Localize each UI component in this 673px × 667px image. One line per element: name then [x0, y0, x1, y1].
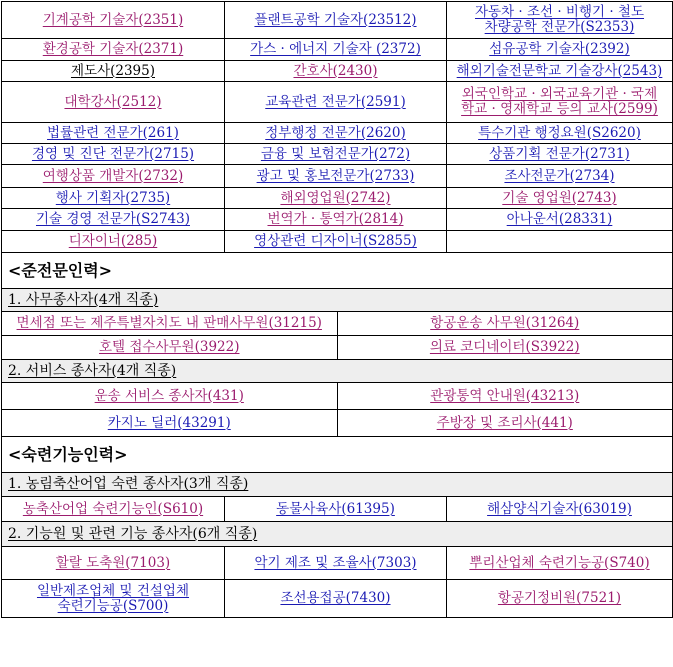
- split-row: [2, 312, 673, 336]
- occupation-link[interactable]: 자동차 · 조선 · 비행기 · 철도 차량공학 전문가(S2353): [474, 4, 645, 35]
- table-row: [2, 165, 673, 188]
- occupation-cell: [447, 2, 673, 39]
- occupation-link[interactable]: 해외기술전문학교 기술강사(2543): [456, 62, 663, 79]
- section-title: <숙련기능인력>: [2, 437, 673, 473]
- occupation-cell: [2, 547, 225, 580]
- section-title: <준전문인력>: [2, 253, 673, 289]
- occupation-cell: [447, 144, 673, 165]
- occupation-link[interactable]: 악기 제조 및 조율사(7303): [254, 554, 417, 571]
- occupation-cell: [2, 383, 338, 409]
- occupation-cell: [2, 580, 225, 618]
- occupation-cell: [338, 312, 673, 335]
- occupation-link[interactable]: 특수기관 행정요원(S2620): [478, 124, 641, 141]
- occupation-link[interactable]: 경영 및 진단 전문가(2715): [31, 145, 195, 162]
- occupation-cell: [2, 61, 225, 82]
- category-row: [2, 473, 673, 497]
- occupation-link[interactable]: 가스 · 에너지 기술자 (2372): [250, 41, 421, 57]
- table-row: [2, 336, 673, 360]
- category-row: [2, 522, 673, 547]
- occupation-cell: [447, 497, 673, 522]
- occupation-cell: [2, 209, 225, 231]
- occupation-cell: [2, 231, 225, 253]
- occupation-table: [1, 1, 673, 618]
- table-row: [2, 2, 673, 39]
- split-row: [2, 336, 673, 360]
- occupation-link[interactable]: 뿌리산업체 숙련기능공(S740): [469, 554, 650, 571]
- occupation-link[interactable]: 플랜트공학 기술자(23512): [254, 11, 417, 28]
- category-label: [2, 289, 673, 312]
- occupation-cell: [225, 2, 447, 39]
- table-row: [2, 188, 673, 209]
- table-row: [2, 312, 673, 336]
- table-row: [2, 82, 673, 123]
- table-row: [2, 61, 673, 82]
- category-row: [2, 289, 673, 312]
- table-row: [2, 497, 673, 522]
- category-label: [2, 473, 673, 497]
- occupation-link[interactable]: 외국인학교 · 외국교육기관 · 국제 학교 · 영재학교 등의 교사(2599): [461, 86, 658, 117]
- occupation-cell: [2, 39, 225, 61]
- occupation-cell: [225, 209, 447, 231]
- occupation-cell: [225, 61, 447, 82]
- occupation-link[interactable]: 기술 영업원(2743): [502, 189, 617, 206]
- occupation-link[interactable]: 일반제조업체 및 건설업체 숙련기능공(S700): [36, 582, 190, 614]
- occupation-link[interactable]: 환경공학 기술자(2371): [42, 41, 184, 57]
- occupation-link[interactable]: 의료 코디네이터(S3922): [429, 339, 580, 355]
- occupation-link[interactable]: 농축산어업 숙련기능인(S610): [22, 500, 204, 517]
- occupation-cell: [447, 165, 673, 188]
- occupation-cell: [447, 61, 673, 82]
- occupation-link[interactable]: 조사전문가(2734): [504, 167, 615, 184]
- occupation-cell: [225, 188, 447, 209]
- category-row: [2, 360, 673, 383]
- occupation-link[interactable]: 정부행정 전문가(2620): [265, 124, 406, 141]
- table-row: [2, 580, 673, 618]
- occupation-link[interactable]: 할랄 도축원(7103): [55, 554, 171, 571]
- occupation-cell: [2, 144, 225, 165]
- occupation-link[interactable]: 제도사(2395): [70, 62, 155, 79]
- split-row: [2, 383, 673, 410]
- table-row: [2, 144, 673, 165]
- occupation-link[interactable]: 카지노 딜러(43291): [107, 414, 231, 431]
- occupation-cell: [2, 165, 225, 188]
- occupation-cell: [2, 410, 338, 436]
- occupation-cell: [225, 39, 447, 61]
- occupation-link[interactable]: 동물사육사(61395): [276, 500, 395, 517]
- occupation-link[interactable]: 해외영업원(2742): [280, 189, 391, 206]
- occupation-cell: [225, 82, 447, 123]
- occupation-link[interactable]: 영상관련 디자이너(S2855): [254, 233, 417, 249]
- occupation-link[interactable]: 교육관련 전문가(2591): [265, 93, 406, 110]
- occupation-cell: [225, 497, 447, 522]
- occupation-link[interactable]: 대학강사(2512): [64, 93, 162, 110]
- occupation-link[interactable]: 아나운서(28331): [506, 211, 613, 227]
- section-header-row: [2, 253, 673, 289]
- category-label: [2, 360, 673, 383]
- occupation-cell: [225, 165, 447, 188]
- occupation-cell: [338, 410, 673, 436]
- table-row: [2, 123, 673, 144]
- occupation-link[interactable]: 광고 및 홍보전문가(2733): [256, 167, 415, 184]
- occupation-link[interactable]: 상품기획 전문가(2731): [489, 145, 630, 162]
- occupation-cell: [338, 383, 673, 409]
- occupation-cell: [2, 82, 225, 123]
- table-row: [2, 547, 673, 580]
- split-row: [2, 410, 673, 437]
- occupation-cell: [225, 231, 447, 253]
- occupation-link[interactable]: 금융 및 보험전문가(272): [260, 145, 411, 162]
- occupation-cell: [447, 82, 673, 123]
- occupation-cell: [2, 123, 225, 144]
- occupation-cell: [225, 144, 447, 165]
- occupation-cell: [225, 547, 447, 580]
- category-label-text: 2. 서비스 종사자(4개 직종): [8, 362, 177, 379]
- table-row: [2, 39, 673, 61]
- occupation-link[interactable]: 주방장 및 조리사(441): [436, 414, 573, 431]
- occupation-link[interactable]: 호텔 접수사무원(3922): [99, 339, 240, 355]
- occupation-link[interactable]: 관광통역 안내원(43213): [430, 387, 580, 404]
- category-label-text: 1. 농림축산어업 숙련 종사자(3개 직종): [8, 476, 249, 492]
- occupation-cell: [225, 580, 447, 618]
- occupation-link[interactable]: 기계공학 기술자(2351): [42, 11, 184, 28]
- table-row: [2, 231, 673, 253]
- occupation-link[interactable]: 조선용접공(7430): [280, 590, 391, 606]
- occupation-cell: [447, 231, 673, 253]
- occupation-cell: [447, 39, 673, 61]
- occupation-cell: [447, 188, 673, 209]
- occupation-link[interactable]: 행사 기획자(2735): [55, 189, 171, 206]
- occupation-cell: [447, 123, 673, 144]
- occupation-cell: [2, 188, 225, 209]
- occupation-cell: [447, 580, 673, 618]
- section-header-row: [2, 437, 673, 473]
- occupation-cell: [2, 312, 338, 335]
- occupation-cell: [338, 336, 673, 359]
- table-row: [2, 209, 673, 231]
- occupation-link[interactable]: 번역가 · 통역가(2814): [267, 211, 404, 227]
- occupation-link[interactable]: 항공운송 사무원(31264): [430, 315, 580, 331]
- occupation-cell: [2, 497, 225, 522]
- occupation-cell: [225, 123, 447, 144]
- occupation-cell: [2, 336, 338, 359]
- occupation-link[interactable]: 여행상품 개발자(2732): [42, 167, 184, 184]
- table-row: [2, 410, 673, 437]
- occupation-link[interactable]: 해삼양식기술자(63019): [487, 500, 632, 517]
- occupation-link[interactable]: 섬유공학 기술자(2392): [489, 41, 630, 57]
- occupation-link[interactable]: 법률관련 전문가(261): [47, 124, 179, 141]
- table-row: [2, 383, 673, 410]
- occupation-cell: [447, 209, 673, 231]
- occupation-link[interactable]: 디자이너(285): [68, 233, 158, 249]
- occupation-link[interactable]: 간호사(2430): [293, 62, 378, 79]
- occupation-cell: [447, 547, 673, 580]
- category-label: [2, 522, 673, 547]
- occupation-link[interactable]: 기술 경영 전문가(S2743): [35, 211, 190, 227]
- occupation-link[interactable]: 항공기정비원(7521): [497, 590, 622, 606]
- occupation-link[interactable]: 운송 서비스 종사자(431): [94, 387, 244, 404]
- occupation-cell: [2, 2, 225, 39]
- category-label-text: 1. 사무종사자(4개 직종): [8, 291, 159, 308]
- category-label-text: 2. 기능원 및 관련 기능 종사자(6개 직종): [8, 525, 258, 542]
- occupation-link[interactable]: 면세점 또는 제주특별자치도 내 판매사무원(31215): [16, 315, 322, 331]
